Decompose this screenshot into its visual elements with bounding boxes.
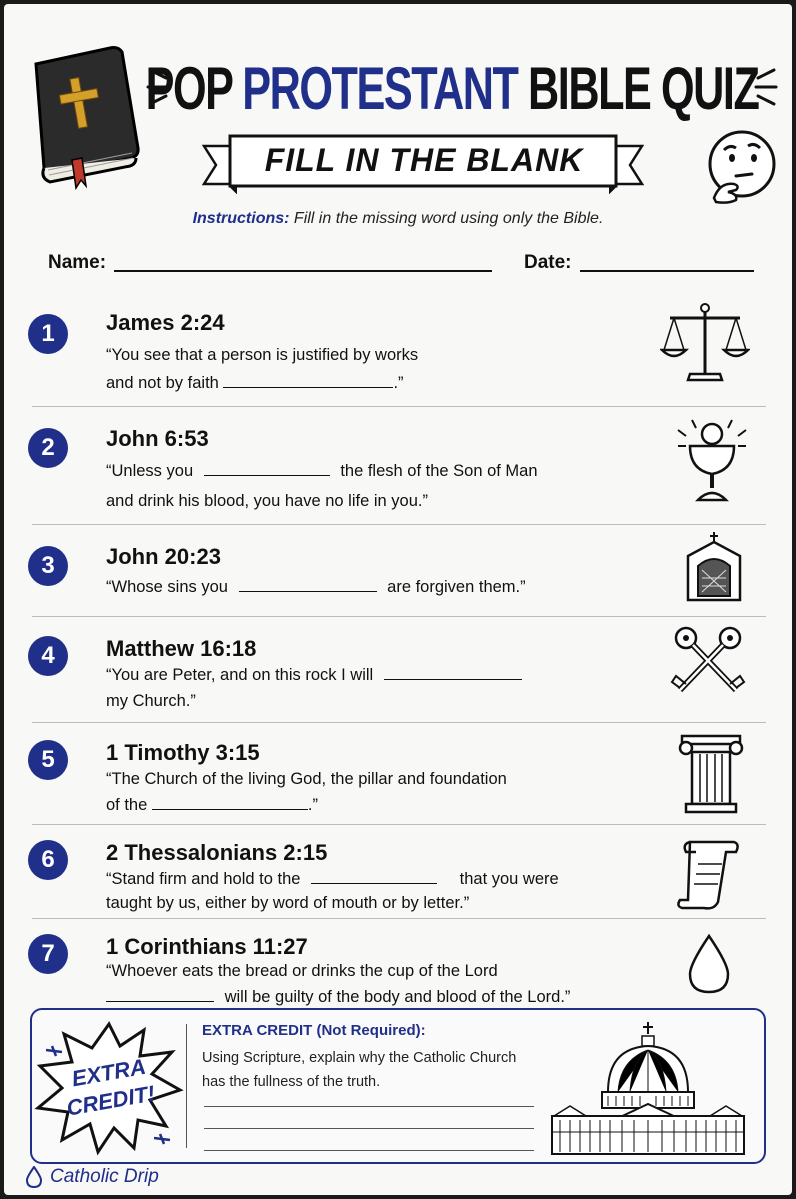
name-field[interactable] — [114, 270, 492, 272]
answer-blank[interactable] — [311, 870, 437, 884]
instructions-text: Fill in the missing word using only the Bible. — [293, 210, 604, 227]
divider — [32, 524, 766, 525]
extra-credit-answer-line[interactable] — [204, 1128, 534, 1129]
divider — [32, 824, 766, 825]
answer-blank[interactable] — [204, 462, 330, 476]
date-field[interactable] — [580, 270, 754, 272]
divider — [32, 616, 766, 617]
bible-icon — [18, 42, 146, 190]
question-text: and drink his blood, you have no life in you.” — [106, 492, 428, 510]
answer-blank[interactable] — [223, 374, 393, 388]
question-text-line — [106, 578, 526, 597]
burst-line-1: EXTRA — [69, 1053, 148, 1092]
question-text: “The Church of the living God, the pillar and foundation — [106, 770, 507, 788]
keys-icon — [668, 624, 748, 704]
question-reference: John 6:53 — [106, 426, 209, 451]
question-reference: 2 Thessalonians 2:15 — [106, 840, 328, 865]
title-protestant: PROTESTANT — [242, 55, 518, 122]
drop-logo-icon — [26, 1166, 42, 1188]
question-reference: Matthew 16:18 — [106, 636, 257, 661]
question-text: “You are Peter, and on this rock I will — [106, 666, 374, 684]
question-text: “Whoever eats the bread or drinks the cup of the Lord — [106, 962, 498, 980]
basilica-icon — [548, 1020, 748, 1160]
question-text: will be guilty of the body and blood of the Lord.” — [224, 988, 571, 1006]
question-text-line — [106, 894, 469, 913]
extra-credit-separator — [186, 1024, 187, 1148]
question-text: that you were — [459, 870, 559, 888]
question-text-line — [106, 962, 498, 981]
question-number: 7 — [28, 934, 68, 974]
question-text: “Stand firm and hold to the — [106, 870, 301, 888]
instructions — [4, 210, 792, 228]
extra-credit-burst — [34, 1016, 184, 1156]
question-reference: John 20:23 — [106, 544, 221, 569]
divider — [32, 918, 766, 919]
question-text-line — [106, 346, 418, 365]
answer-blank[interactable] — [106, 988, 214, 1002]
extra-credit-title: EXTRA CREDIT (Not Required): — [202, 1022, 426, 1039]
brand-name: Catholic Drip — [50, 1166, 159, 1187]
question-text-line — [106, 870, 559, 889]
question-text-line — [106, 988, 570, 1007]
answer-blank[interactable] — [152, 796, 308, 810]
scroll-icon — [674, 836, 744, 912]
divider — [32, 722, 766, 723]
instructions-label: Instructions: — [192, 210, 290, 227]
subtitle: FILL IN THE BLANK — [264, 142, 584, 178]
pillar-icon — [676, 730, 746, 814]
confessional-icon — [684, 530, 744, 602]
question-text-line — [106, 796, 318, 815]
extra-credit-answer-line[interactable] — [204, 1106, 534, 1107]
question-text: “You see that a person is justified by works — [106, 346, 419, 364]
question-reference: 1 Corinthians 11:27 — [106, 934, 308, 959]
question-number: 1 — [28, 314, 68, 354]
question-number: 3 — [28, 546, 68, 586]
question-text: are forgiven them.” — [387, 578, 526, 596]
question-text-line — [106, 770, 507, 789]
title-pop: POP — [145, 55, 232, 122]
scales-icon — [660, 300, 750, 384]
divider — [32, 406, 766, 407]
question-number: 4 — [28, 636, 68, 676]
chalice-icon — [672, 416, 752, 506]
burst-line-2: CREDIT! — [64, 1080, 157, 1121]
title-bible-quiz: BIBLE QUIZ — [528, 55, 759, 122]
question-number: 5 — [28, 740, 68, 780]
question-text-line — [106, 666, 522, 685]
thinking-face-icon — [704, 128, 778, 206]
question-text: taught by us, either by word of mouth or by letter.” — [106, 894, 470, 912]
question-text: .” — [307, 796, 318, 814]
question-text-line — [106, 374, 404, 393]
date-label: Date: — [524, 252, 572, 273]
extra-credit-text-line: Using Scripture, explain why the Catholic Church — [202, 1050, 517, 1066]
question-text: the flesh of the Son of Man — [340, 462, 538, 480]
question-text: of the — [106, 796, 148, 814]
name-label: Name: — [48, 252, 107, 273]
question-text: “Whose sins you — [106, 578, 228, 596]
question-reference: 1 Timothy 3:15 — [106, 740, 260, 765]
extra-credit-answer-line[interactable] — [204, 1150, 534, 1151]
answer-blank[interactable] — [384, 666, 522, 680]
question-reference: James 2:24 — [106, 310, 225, 335]
question-number: 2 — [28, 428, 68, 468]
answer-blank[interactable] — [239, 578, 377, 592]
drop-icon — [684, 932, 734, 996]
footer-brand — [26, 1166, 159, 1188]
quiz-worksheet — [4, 4, 792, 1195]
question-number: 6 — [28, 840, 68, 880]
question-text-line — [106, 492, 428, 511]
question-text-line — [106, 692, 196, 711]
question-text-line — [106, 462, 538, 481]
question-text: my Church.” — [106, 692, 196, 710]
question-text: and not by faith — [106, 374, 219, 392]
page-title — [142, 44, 762, 134]
question-text: .” — [393, 374, 404, 392]
question-text: “Unless you — [106, 462, 194, 480]
extra-credit-text-line: has the fullness of the truth. — [202, 1074, 381, 1090]
